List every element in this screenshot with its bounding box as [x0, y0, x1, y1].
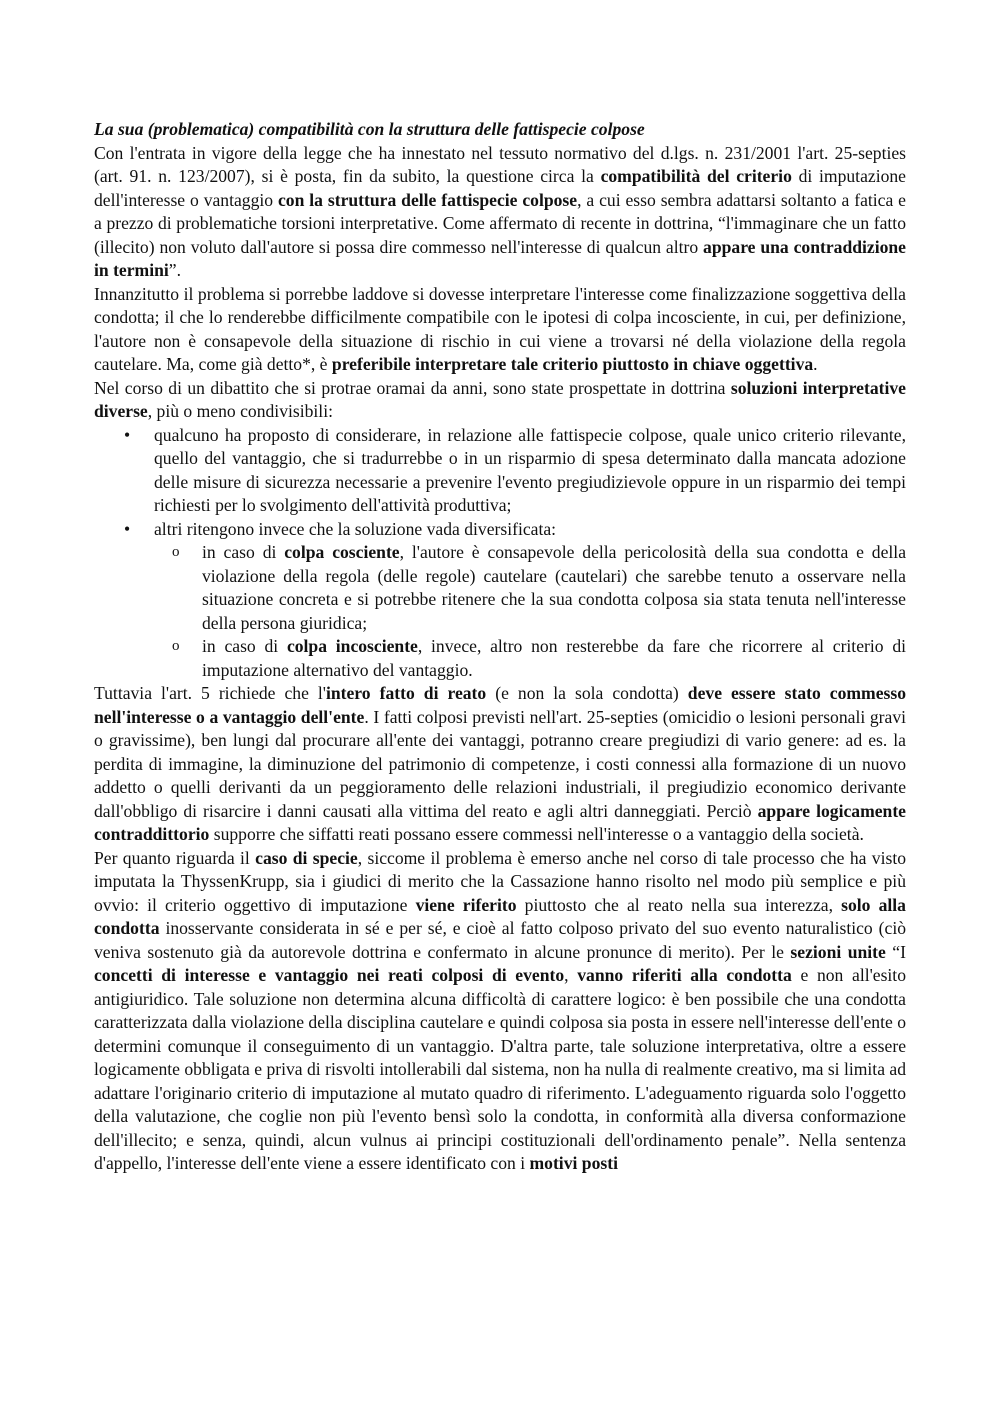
- section-title: La sua (problematica) compatibilità con la struttura delle fattispecie colpose: [94, 119, 645, 139]
- solutions-list: [94, 424, 906, 683]
- list-item-text: qualcuno ha proposto di considerare, in relazione alle fattispecie colpose, quale unico criterio rilevante, quello del vantaggio, che si tradurrebbe o in un risparmio di spesa determinato dalla mancata adozione delle misure di sicurezza necessarie a prevenire l'evento pregiudizievole oppure in un risparmio dei tempi richiesti per lo svolgimento dell'attività produttiva;: [154, 424, 906, 515]
- document-page: [94, 118, 906, 1176]
- text-span: , a cui esso sembra adattarsi soltanto a fatica e a prezzo di problematiche torsioni interpretative. Come affermato di recente in dottrina, “l'immaginare che un fatto (illecito) non voluto dall'autore si possa dire commesso nell'interesse di qualcun altro: [94, 189, 906, 257]
- bold-span: preferibile interpretare tale criterio piuttosto in chiave oggettiva: [331, 354, 814, 374]
- sub-bullet-marker: o: [172, 544, 180, 560]
- paragraph-case: [94, 847, 906, 1176]
- bold-span: compatibilità del criterio: [600, 166, 792, 186]
- list-item-text: altri ritengono invece che la soluzione vada diversificata:: [154, 518, 557, 539]
- text-span: ,: [564, 965, 578, 985]
- paragraph-debate: [94, 377, 906, 424]
- sub-list-item: [172, 541, 906, 635]
- paragraph-art5: [94, 682, 906, 847]
- bold-span: colpa cosciente: [284, 542, 400, 562]
- text-span: piuttosto che al reato nella sua interezza,: [516, 894, 842, 915]
- bold-span: colpa incosciente: [286, 636, 418, 656]
- sub-bullet-marker: o: [172, 638, 180, 654]
- text-span: Per quanto riguarda il: [94, 847, 256, 868]
- text-span: di imputazione dell'interesse o vantaggio: [94, 166, 906, 210]
- bullet-marker: •: [124, 424, 131, 445]
- bold-span: sezioni unite: [790, 941, 886, 962]
- text-span: Con l'entrata in vigore della legge che ha innestato nel tessuto normativo del d.lgs. n. 231/2001 l'art. 25-septies (art. 91. n. 123/2007), si è posta, fin da subito, la questione circa la: [94, 142, 906, 186]
- bold-span: appare logicamente contraddittorio: [94, 800, 906, 844]
- text-span: e non all'esito antigiuridico. Tale soluzione non determina alcuna difficoltà di carattere logico: è ben possibile che una condotta caratterizzata dalla violazione della disciplina cautelare e quindi colposa sia posta in essere nell'interesse dell'ente o determini comunque il conseguimento di un vantaggio. D'altra parte, tale soluzione interpretativa, oltre a essere logicamente obbligata e priva di risvolti intollerabili dal sistema, non ha nulla di realmente creativo, ma si limita ad adattare l'originario criterio di imputazione al mutato quadro di riferimento. L'adeguamento riguarda solo l'oggetto della valutazione, che coglie non più l'evento bensì solo la condotta, in conformità alla diversa conformazione dell'illecito; e senza, quindi, alcun vulnus ai principi costituzionali dell'ordinamento penale”. Nella sentenza d'appello, l'interesse dell'ente viene a essere identificato con i: [94, 965, 907, 1173]
- bullet-marker: •: [124, 518, 131, 539]
- text-span: supporre che siffatti reati possano essere commessi nell'interesse o a vantaggio della società.: [209, 824, 864, 844]
- text-span: in caso di: [202, 542, 285, 562]
- text-span: . I fatti colposi previsti nell'art. 25-septies (omicidio o lesioni personali gravi o gravissime), ben lungi dal procurare all'ente dei vantaggi, potranno creare pregiudizi di vario genere: ad es. la perdita di immagine, la diminuzione del patrimonio di competenze, i costi connessi alla formazione di un nuovo addetto o quelli derivanti da un peggioramento delle relazioni industriali, il pregiudizio economico derivante dall'obbligo di risarcire i danni causati alla vittima del reato e agli altri danneggiati. Perciò: [94, 706, 907, 821]
- text-span: Tuttavia l'art. 5 richiede che l': [94, 683, 326, 703]
- bold-span: appare una contraddizione in termini: [94, 236, 906, 280]
- bold-span: deve essere stato commesso nell'interesse o a vantaggio dell'ente: [94, 683, 906, 727]
- text-span: “I: [885, 941, 906, 962]
- bold-span: viene riferito: [415, 894, 517, 915]
- paragraph-intro: [94, 142, 906, 283]
- bold-span: motivi posti: [529, 1153, 618, 1173]
- text-span: (e non la sola condotta): [486, 683, 688, 703]
- paragraph-problem: [94, 283, 906, 377]
- text-span: , più o meno condivisibili:: [147, 401, 333, 421]
- text-span: Nel corso di un dibattito che si protrae oramai da anni, sono state prospettate in dottrina: [94, 377, 731, 398]
- bold-span: solo alla condotta: [94, 894, 906, 938]
- text-span: , l'autore è consapevole della pericolosità della sua condotta e della violazione della regola (delle regole) cautelare (cautelari) che sarebbe tenuto a osservare nella situazione concreta e si potrebbe ritenere che la sua condotta colposa sia stata tenuta nell'interesse della persona giuridica;: [202, 542, 906, 633]
- bold-span: intero fatto di reato: [325, 683, 487, 703]
- list-item: [124, 518, 907, 683]
- sub-list-item: [172, 635, 907, 682]
- text-span: , siccome il problema è emerso anche nel corso di tale processo che ha visto imputata la ThyssenKrupp, sia i giudici di merito che la Cassazione hanno risolto nel modo più semplice e più ovvio: il criterio oggettivo di imputazione: [94, 847, 907, 915]
- text-span: Innanzitutto il problema si porrebbe laddove si dovesse interpretare l'interesse come finalizzazione soggettiva della condotta; il che lo renderebbe difficilmente compatibile con le ipotesi di colpa incosciente, in cui, per definizione, l'autore non è consapevole della situazione di rischio in cui viene a trovarsi né della violazione della regola cautelare. Ma, come già detto*, è: [94, 283, 906, 374]
- list-item: [124, 424, 906, 518]
- bold-span: concetti di interesse e vantaggio nei reati colposi di evento: [94, 965, 565, 985]
- bold-span: caso di specie: [255, 847, 358, 868]
- text-span: ”.: [168, 260, 181, 280]
- bold-span: vanno riferiti alla condotta: [577, 965, 792, 985]
- text-span: inosservante considerata in sé e per sé, e cioè al fatto colposo privato del suo evento naturalistico (ciò veniva sostenuto già da autorevole dottrina e confermato in alcune pronunce di merito). Per le: [94, 918, 906, 962]
- text-span: in caso di: [202, 636, 287, 656]
- text-span: .: [813, 354, 818, 374]
- bold-span: soluzioni interpretative diverse: [94, 377, 906, 421]
- text-span: , invece, altro non resterebbe da fare che ricorrere al criterio di imputazione alternativo del vantaggio.: [202, 636, 907, 680]
- sub-list: [154, 541, 906, 682]
- bold-span: con la struttura delle fattispecie colpose: [277, 189, 578, 210]
